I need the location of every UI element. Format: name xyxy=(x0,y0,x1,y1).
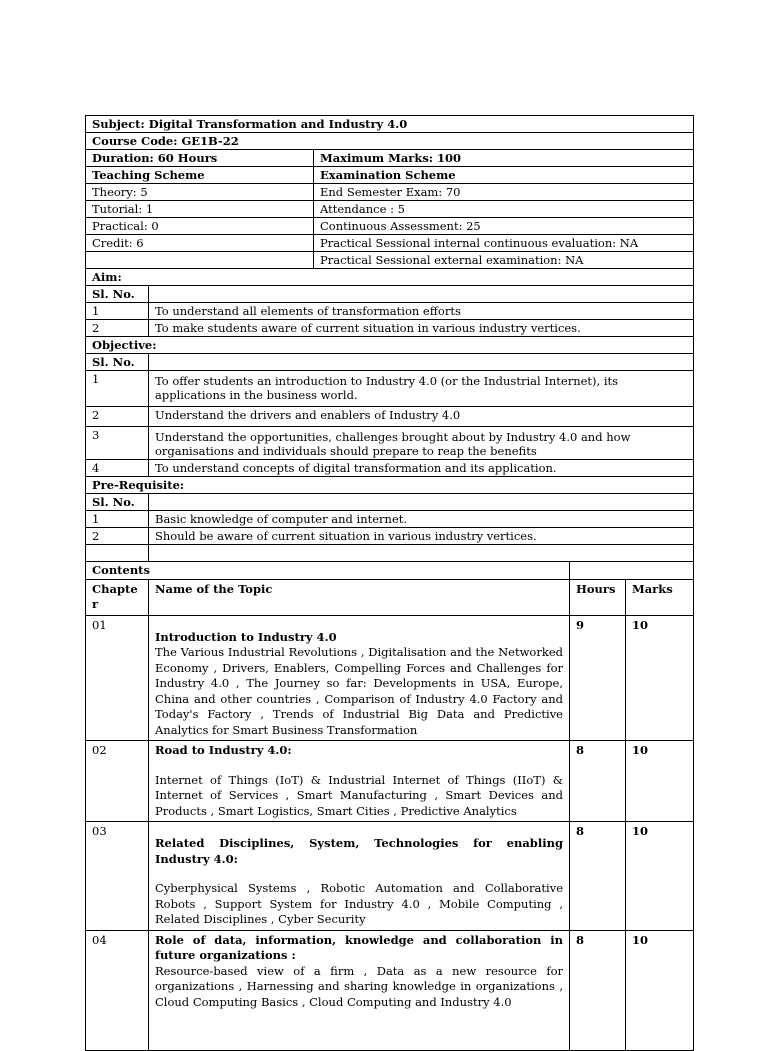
attendance: Attendance : 5 xyxy=(314,201,694,218)
item-text: To make students aware of current situation in various industry vertices. xyxy=(149,320,694,337)
item-number: 1 xyxy=(86,511,149,528)
chapter-title: Road to Industry 4.0: xyxy=(155,743,292,757)
prerequisite-slno-header: Sl. No. xyxy=(86,494,149,511)
item-number: 2 xyxy=(86,320,149,337)
table-row xyxy=(86,320,694,337)
table-row xyxy=(86,371,694,407)
empty-cell xyxy=(149,545,694,562)
item-number: 4 xyxy=(86,460,149,477)
chapter-number: 03 xyxy=(86,822,149,931)
empty-cell xyxy=(86,252,314,269)
chapter-number: 01 xyxy=(86,615,149,741)
syllabus-document xyxy=(85,115,693,1051)
chapter-hours: 9 xyxy=(570,615,626,741)
empty-cell xyxy=(149,286,694,303)
examination-scheme: Examination Scheme xyxy=(314,167,694,184)
chapter-hours: 8 xyxy=(570,930,626,1050)
table-row xyxy=(86,528,694,545)
chapter-title: Related Disciplines, System, Technologies for enabling Industry 4.0: xyxy=(155,836,563,866)
chapter-marks: 10 xyxy=(626,741,694,822)
objective-heading: Objective: xyxy=(86,337,694,354)
item-number: 1 xyxy=(86,371,149,407)
col-header-hours: Hours xyxy=(570,579,626,615)
chapter-body: Internet of Things (IoT) & Industrial Internet of Things (IIoT) & Internet of Services , Smart Manufacturing , Smart Devices and Products , Smart Logistics, Smart Cities , Predictive Analytics xyxy=(155,772,563,818)
chapter-marks: 10 xyxy=(626,615,694,741)
continuous-assessment: Continuous Assessment: 25 xyxy=(314,218,694,235)
table-row xyxy=(86,460,694,477)
chapter-hours: 8 xyxy=(570,822,626,931)
item-number: 3 xyxy=(86,427,149,460)
table-row xyxy=(86,427,694,460)
chapter-body: The Various Industrial Revolutions , Digitalisation and the Networked Economy , Drivers, Enablers, Compelling Forces and Challenges for Industry 4.0 , The Journey so far: Developments in USA, Europe, China and other countries , Comparison of Industry 4.0 Factory and Today's Factory , Trends of Industrial Big Data and Predictive Analytics for Smart Business Transformation xyxy=(155,645,563,737)
item-text: To offer students an introduction to Industry 4.0 (or the Industrial Internet), its applications in the business world. xyxy=(149,371,694,407)
chapter-marks: 10 xyxy=(626,822,694,931)
item-text: To understand all elements of transformation efforts xyxy=(149,303,694,320)
practical: Practical: 0 xyxy=(86,218,314,235)
teaching-scheme: Teaching Scheme xyxy=(86,167,314,184)
col-header-topic: Name of the Topic xyxy=(149,579,570,615)
empty-cell xyxy=(149,494,694,511)
empty-cell xyxy=(570,562,694,580)
course-info-table xyxy=(85,115,694,562)
item-number: 2 xyxy=(86,407,149,427)
table-row xyxy=(86,303,694,320)
item-text: To understand concepts of digital transformation and its application. xyxy=(149,460,694,477)
contents-heading: Contents xyxy=(86,562,570,580)
item-text: Understand the drivers and enablers of Industry 4.0 xyxy=(149,407,694,427)
item-number: 2 xyxy=(86,528,149,545)
aim-slno-header: Sl. No. xyxy=(86,286,149,303)
col-header-chapter: Chapter xyxy=(86,579,149,615)
practical-internal: Practical Sessional internal continuous evaluation: NA xyxy=(314,235,694,252)
table-row xyxy=(86,822,694,931)
table-row xyxy=(86,615,694,741)
empty-cell xyxy=(86,545,149,562)
item-text: Should be aware of current situation in various industry vertices. xyxy=(149,528,694,545)
objective-slno-header: Sl. No. xyxy=(86,354,149,371)
credit: Credit: 6 xyxy=(86,235,314,252)
contents-table xyxy=(85,561,694,1051)
table-row xyxy=(86,407,694,427)
table-row xyxy=(86,741,694,822)
chapter-number: 02 xyxy=(86,741,149,822)
course-code: Course Code: GE1B-22 xyxy=(86,133,694,150)
item-number: 1 xyxy=(86,303,149,320)
duration: Duration: 60 Hours xyxy=(86,150,314,167)
aim-heading: Aim: xyxy=(86,269,694,286)
table-row xyxy=(86,930,694,1050)
item-text: Understand the opportunities, challenges brought about by Industry 4.0 and how organisations and individuals should prepare to reap the benefits xyxy=(149,427,694,460)
end-semester-exam: End Semester Exam: 70 xyxy=(314,184,694,201)
subject: Subject: Digital Transformation and Industry 4.0 xyxy=(86,116,694,133)
tutorial: Tutorial: 1 xyxy=(86,201,314,218)
prerequisite-heading: Pre-Requisite: xyxy=(86,477,694,494)
max-marks: Maximum Marks: 100 xyxy=(314,150,694,167)
chapter-marks: 10 xyxy=(626,930,694,1050)
theory: Theory: 5 xyxy=(86,184,314,201)
chapter-title: Introduction to Industry 4.0 xyxy=(155,629,337,644)
chapter-title: Role of data, information, knowledge and collaboration in future organizations : xyxy=(155,932,563,962)
empty-cell xyxy=(149,354,694,371)
chapter-body: Cyberphysical Systems , Robotic Automation and Collaborative Robots , Support System for Industry 4.0 , Mobile Computing , Related Disciplines , Cyber Security xyxy=(155,881,563,926)
chapter-number: 04 xyxy=(86,930,149,1050)
chapter-body: Resource-based view of a firm , Data as a new resource for organizations , Harnessing and sharing knowledge in organizations , Cloud Computing Basics , Cloud Computing and Industry 4.0 xyxy=(155,963,563,1009)
chapter-hours: 8 xyxy=(570,741,626,822)
item-text: Basic knowledge of computer and internet. xyxy=(149,511,694,528)
table-row xyxy=(86,511,694,528)
practical-external: Practical Sessional external examination: NA xyxy=(314,252,694,269)
col-header-marks: Marks xyxy=(626,579,694,615)
